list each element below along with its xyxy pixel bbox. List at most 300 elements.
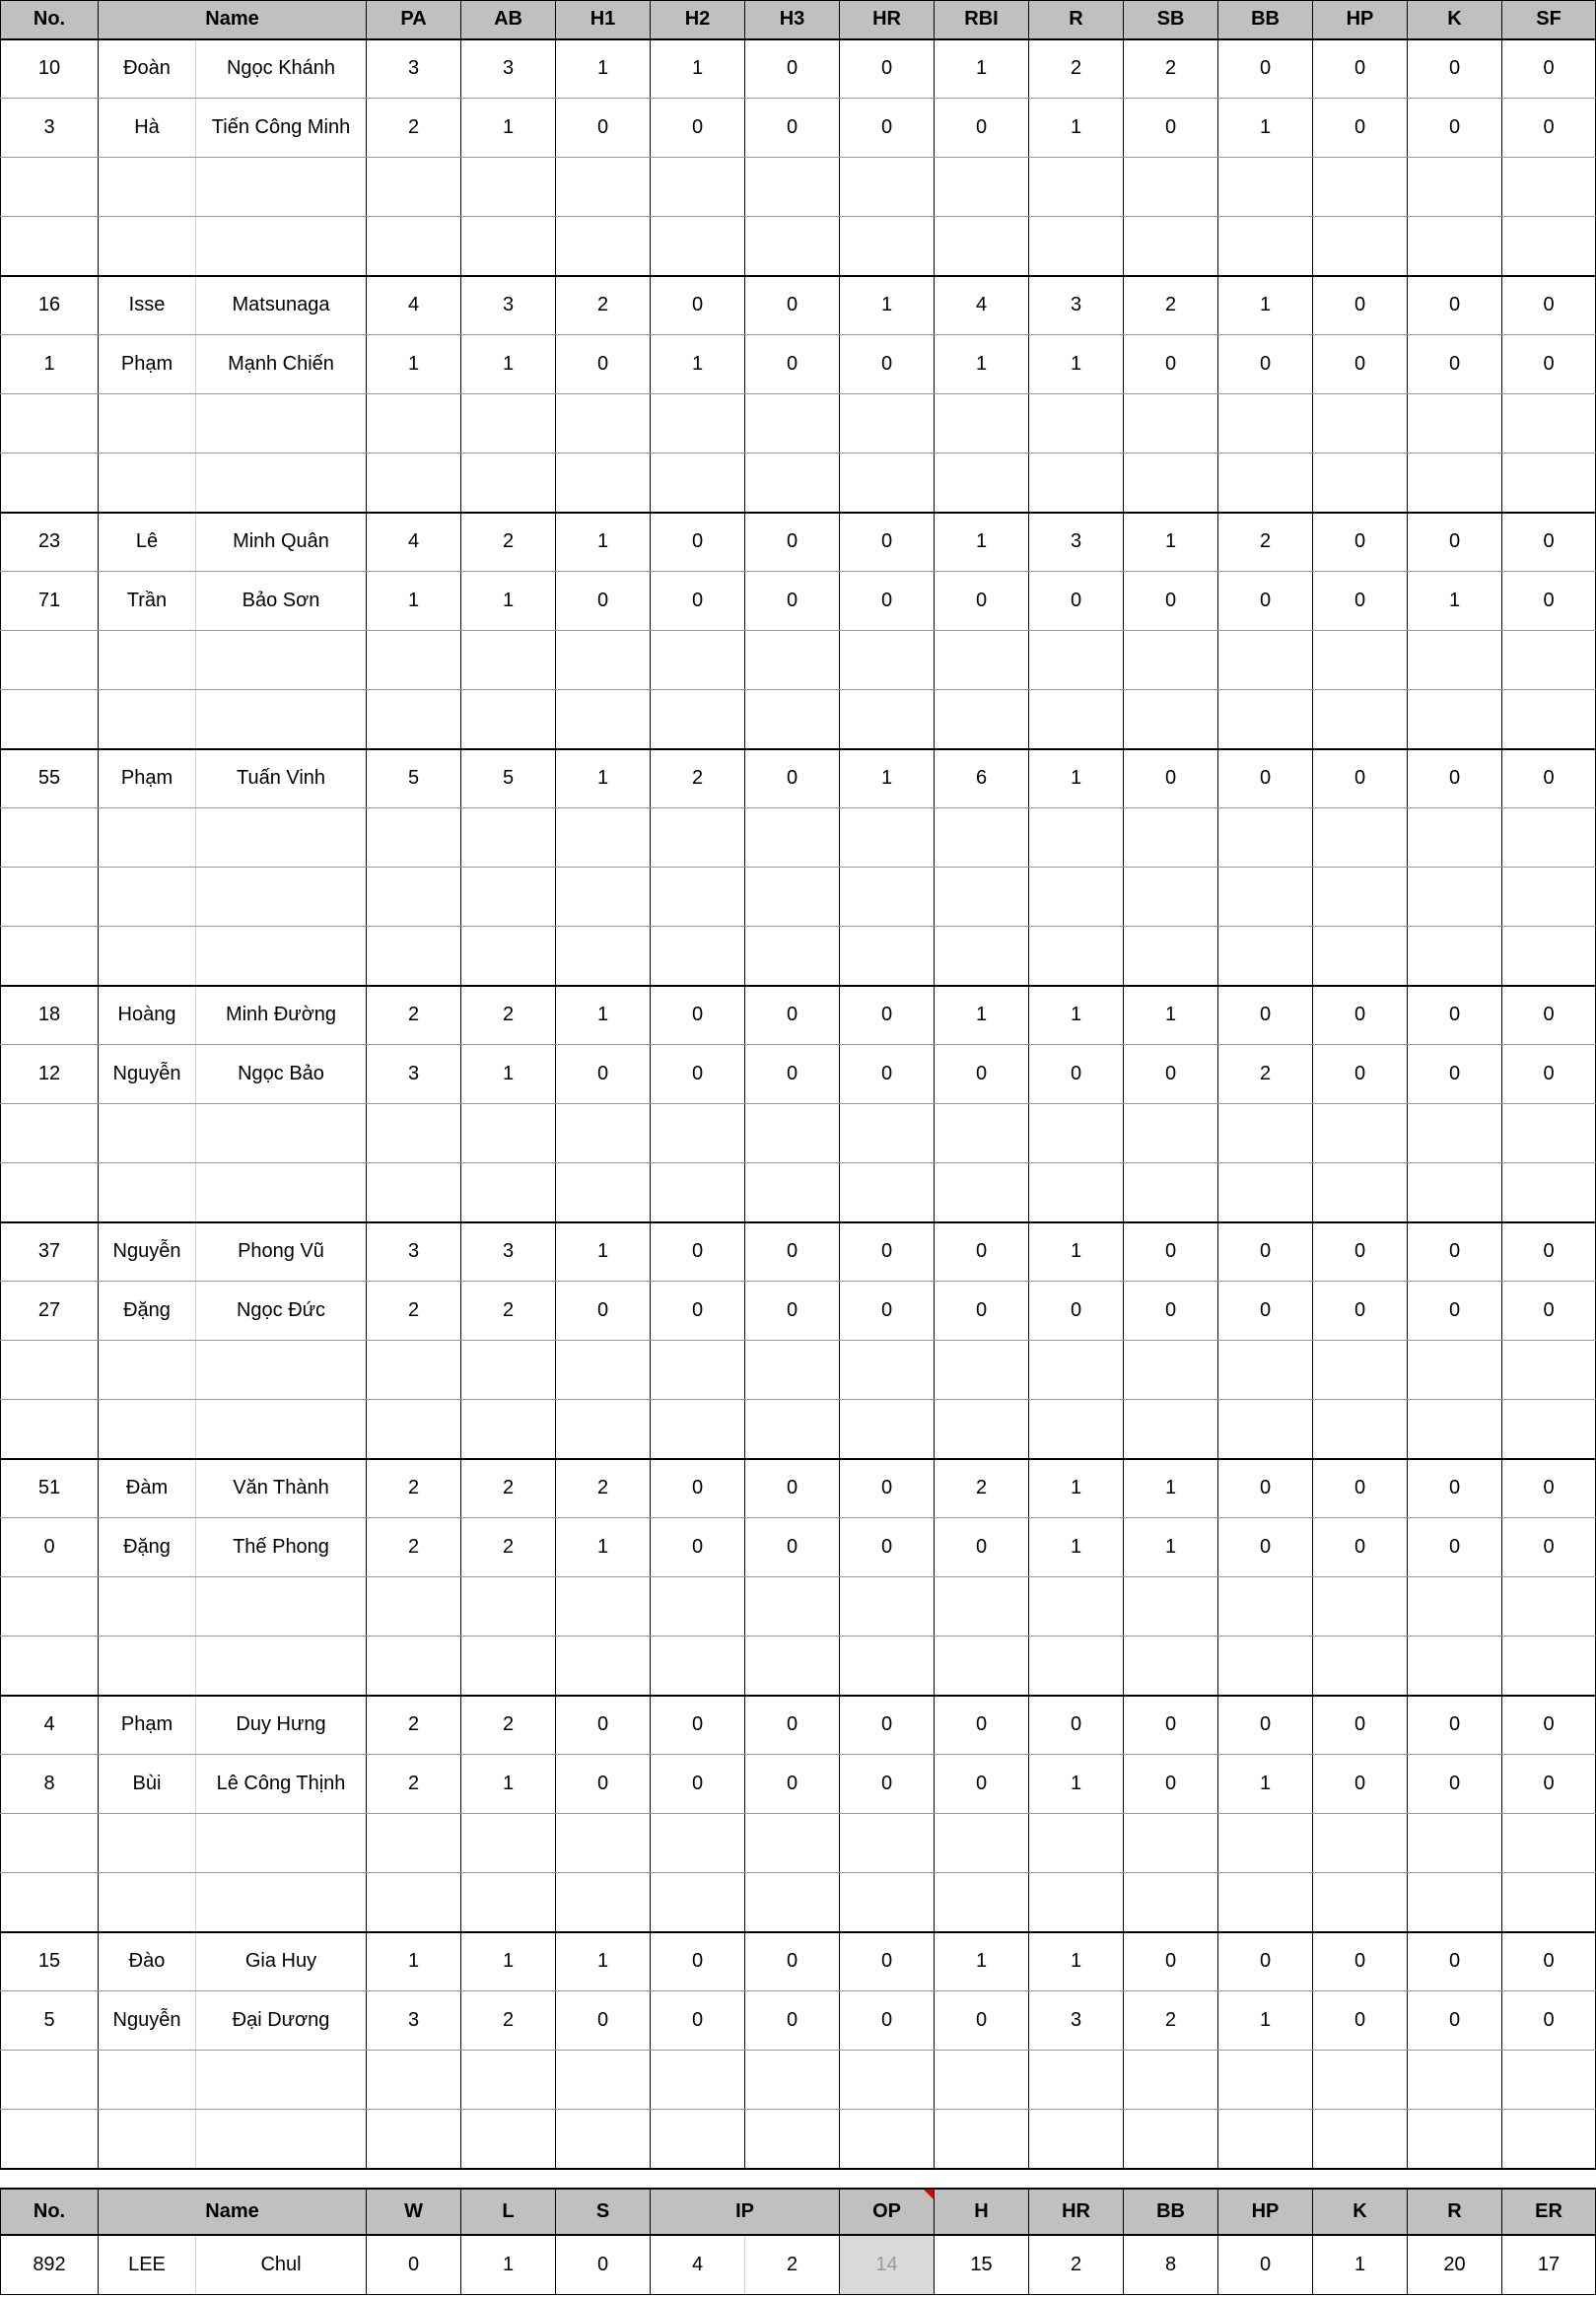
cell-sb[interactable] <box>1124 631 1218 690</box>
cell-first-name[interactable] <box>99 631 196 690</box>
cell-first-name[interactable]: LEE <box>99 2235 196 2294</box>
cell-k[interactable] <box>1408 394 1502 453</box>
cell-h3[interactable]: 0 <box>745 513 840 572</box>
cell-bb[interactable] <box>1218 927 1313 986</box>
header-h[interactable]: H <box>935 2189 1029 2235</box>
cell-sf[interactable]: 0 <box>1502 749 1596 808</box>
cell-hp[interactable] <box>1313 217 1408 276</box>
cell-k[interactable] <box>1408 690 1502 749</box>
header-er[interactable]: ER <box>1502 2189 1596 2235</box>
cell-last-name[interactable] <box>196 1341 367 1400</box>
cell-no[interactable]: 0 <box>1 1518 99 1577</box>
cell-k[interactable]: 0 <box>1408 99 1502 158</box>
cell-hr[interactable]: 0 <box>840 513 935 572</box>
cell-no[interactable]: 10 <box>1 39 99 99</box>
cell-sb[interactable] <box>1124 1104 1218 1163</box>
cell-bb[interactable]: 1 <box>1218 276 1313 335</box>
cell-hr[interactable] <box>840 2051 935 2110</box>
cell-h2[interactable]: 1 <box>651 335 745 394</box>
cell-h2[interactable]: 0 <box>651 1755 745 1814</box>
cell-h1[interactable]: 1 <box>556 986 651 1045</box>
cell-h2[interactable] <box>651 2051 745 2110</box>
cell-h2[interactable]: 0 <box>651 1932 745 1991</box>
cell-pa[interactable]: 1 <box>367 572 461 631</box>
cell-er[interactable]: 17 <box>1502 2235 1596 2294</box>
cell-last-name[interactable]: Đại Dương <box>196 1991 367 2051</box>
cell-sf[interactable] <box>1502 1577 1596 1636</box>
comment-indicator-icon[interactable] <box>924 2190 934 2199</box>
cell-hp[interactable] <box>1313 453 1408 513</box>
cell-pa[interactable] <box>367 808 461 868</box>
cell-bb[interactable] <box>1218 1577 1313 1636</box>
cell-first-name[interactable]: Phạm <box>99 1696 196 1755</box>
cell-h2[interactable] <box>651 1636 745 1696</box>
cell-h3[interactable] <box>745 394 840 453</box>
cell-first-name[interactable]: Đàm <box>99 1459 196 1518</box>
cell-hr[interactable]: 0 <box>840 1755 935 1814</box>
cell-h1[interactable]: 0 <box>556 1991 651 2051</box>
cell-h3[interactable]: 0 <box>745 1459 840 1518</box>
cell-r[interactable]: 1 <box>1029 749 1124 808</box>
cell-last-name[interactable]: Duy Hưng <box>196 1696 367 1755</box>
cell-hp[interactable]: 0 <box>1313 1518 1408 1577</box>
cell-bb[interactable]: 0 <box>1218 1282 1313 1341</box>
cell-k[interactable] <box>1408 1163 1502 1222</box>
cell-rbi[interactable]: 0 <box>935 1518 1029 1577</box>
cell-ab[interactable]: 2 <box>461 1459 556 1518</box>
cell-bb[interactable]: 0 <box>1218 39 1313 99</box>
cell-sf[interactable] <box>1502 1814 1596 1873</box>
cell-sf[interactable] <box>1502 1400 1596 1459</box>
cell-k[interactable]: 0 <box>1408 1696 1502 1755</box>
cell-k[interactable]: 0 <box>1408 335 1502 394</box>
cell-h1[interactable]: 1 <box>556 39 651 99</box>
cell-k[interactable] <box>1408 1341 1502 1400</box>
cell-rbi[interactable]: 0 <box>935 1222 1029 1282</box>
cell-hp[interactable] <box>1313 1577 1408 1636</box>
cell-h1[interactable] <box>556 927 651 986</box>
cell-h2[interactable]: 2 <box>651 749 745 808</box>
cell-sf[interactable]: 0 <box>1502 1222 1596 1282</box>
cell-rbi[interactable]: 0 <box>935 572 1029 631</box>
cell-s[interactable]: 0 <box>556 2235 651 2294</box>
cell-hr[interactable]: 0 <box>840 1696 935 1755</box>
cell-hp[interactable]: 0 <box>1313 1755 1408 1814</box>
header-hr[interactable]: HR <box>1029 2189 1124 2235</box>
cell-h1[interactable] <box>556 1163 651 1222</box>
cell-ab[interactable] <box>461 1873 556 1932</box>
cell-hp[interactable]: 0 <box>1218 2235 1313 2294</box>
cell-sb[interactable]: 1 <box>1124 1459 1218 1518</box>
cell-bb[interactable] <box>1218 1636 1313 1696</box>
cell-h2[interactable] <box>651 2110 745 2169</box>
cell-rbi[interactable]: 1 <box>935 335 1029 394</box>
cell-h1[interactable] <box>556 631 651 690</box>
cell-sb[interactable] <box>1124 2051 1218 2110</box>
cell-h1[interactable] <box>556 1814 651 1873</box>
cell-hp[interactable] <box>1313 927 1408 986</box>
cell-h1[interactable] <box>556 394 651 453</box>
cell-pa[interactable] <box>367 158 461 217</box>
cell-last-name[interactable]: Phong Vũ <box>196 1222 367 1282</box>
cell-h3[interactable] <box>745 1400 840 1459</box>
cell-hr[interactable] <box>840 394 935 453</box>
cell-no[interactable] <box>1 1577 99 1636</box>
cell-sb[interactable]: 2 <box>1124 1991 1218 2051</box>
cell-h2[interactable] <box>651 217 745 276</box>
cell-hp[interactable] <box>1313 2051 1408 2110</box>
cell-hp[interactable]: 0 <box>1313 276 1408 335</box>
cell-hr[interactable]: 0 <box>840 335 935 394</box>
header-hp[interactable]: HP <box>1313 1 1408 39</box>
cell-first-name[interactable] <box>99 1577 196 1636</box>
cell-h2[interactable]: 0 <box>651 1282 745 1341</box>
cell-r[interactable] <box>1029 453 1124 513</box>
cell-hp[interactable] <box>1313 1814 1408 1873</box>
cell-h1[interactable] <box>556 217 651 276</box>
cell-first-name[interactable]: Đào <box>99 1932 196 1991</box>
cell-k[interactable]: 0 <box>1408 1932 1502 1991</box>
cell-hr[interactable] <box>840 158 935 217</box>
cell-no[interactable]: 3 <box>1 99 99 158</box>
cell-r[interactable]: 0 <box>1029 1045 1124 1104</box>
cell-pa[interactable] <box>367 690 461 749</box>
cell-pa[interactable] <box>367 631 461 690</box>
cell-sb[interactable]: 1 <box>1124 513 1218 572</box>
cell-no[interactable]: 27 <box>1 1282 99 1341</box>
cell-no[interactable]: 23 <box>1 513 99 572</box>
cell-no[interactable] <box>1 1873 99 1932</box>
cell-pa[interactable]: 5 <box>367 749 461 808</box>
cell-sb[interactable]: 0 <box>1124 1045 1218 1104</box>
cell-r[interactable] <box>1029 1577 1124 1636</box>
cell-bb[interactable]: 2 <box>1218 513 1313 572</box>
cell-k[interactable] <box>1408 453 1502 513</box>
cell-bb[interactable] <box>1218 690 1313 749</box>
cell-last-name[interactable] <box>196 1104 367 1163</box>
cell-r[interactable]: 3 <box>1029 1991 1124 2051</box>
cell-k[interactable]: 0 <box>1408 513 1502 572</box>
cell-bb[interactable]: 2 <box>1218 1045 1313 1104</box>
cell-r[interactable] <box>1029 1341 1124 1400</box>
cell-k[interactable] <box>1408 217 1502 276</box>
cell-sb[interactable] <box>1124 808 1218 868</box>
cell-sf[interactable] <box>1502 2051 1596 2110</box>
cell-hp[interactable]: 0 <box>1313 1222 1408 1282</box>
cell-h2[interactable]: 0 <box>651 276 745 335</box>
cell-rbi[interactable] <box>935 1873 1029 1932</box>
cell-h3[interactable]: 0 <box>745 1932 840 1991</box>
cell-bb[interactable] <box>1218 1163 1313 1222</box>
cell-ab[interactable] <box>461 1341 556 1400</box>
cell-h2[interactable] <box>651 1104 745 1163</box>
cell-h2[interactable]: 0 <box>651 1459 745 1518</box>
cell-h3[interactable] <box>745 1104 840 1163</box>
cell-r[interactable]: 1 <box>1029 1459 1124 1518</box>
cell-sf[interactable]: 0 <box>1502 1696 1596 1755</box>
cell-bb[interactable] <box>1218 631 1313 690</box>
cell-h2[interactable]: 0 <box>651 986 745 1045</box>
cell-h1[interactable] <box>556 2110 651 2169</box>
cell-h[interactable]: 15 <box>935 2235 1029 2294</box>
cell-hp[interactable]: 0 <box>1313 1045 1408 1104</box>
cell-sb[interactable] <box>1124 158 1218 217</box>
cell-h3[interactable] <box>745 631 840 690</box>
cell-r[interactable] <box>1029 2110 1124 2169</box>
cell-last-name[interactable]: Tuấn Vinh <box>196 749 367 808</box>
cell-h3[interactable] <box>745 1636 840 1696</box>
cell-pa[interactable] <box>367 1636 461 1696</box>
cell-last-name[interactable] <box>196 158 367 217</box>
cell-no[interactable]: 892 <box>1 2235 99 2294</box>
cell-hr[interactable]: 0 <box>840 1282 935 1341</box>
cell-ab[interactable] <box>461 1577 556 1636</box>
cell-sb[interactable]: 0 <box>1124 1696 1218 1755</box>
cell-h1[interactable]: 0 <box>556 99 651 158</box>
cell-h3[interactable]: 0 <box>745 986 840 1045</box>
cell-sf[interactable] <box>1502 1163 1596 1222</box>
cell-rbi[interactable]: 1 <box>935 513 1029 572</box>
cell-k[interactable]: 1 <box>1408 572 1502 631</box>
cell-first-name[interactable] <box>99 2051 196 2110</box>
cell-bb[interactable]: 0 <box>1218 1459 1313 1518</box>
cell-no[interactable] <box>1 394 99 453</box>
cell-sf[interactable]: 0 <box>1502 1045 1596 1104</box>
cell-ab[interactable]: 2 <box>461 1518 556 1577</box>
cell-first-name[interactable]: Đặng <box>99 1282 196 1341</box>
cell-r[interactable] <box>1029 158 1124 217</box>
cell-h3[interactable] <box>745 1163 840 1222</box>
cell-sf[interactable] <box>1502 868 1596 927</box>
cell-r[interactable]: 1 <box>1029 986 1124 1045</box>
cell-h3[interactable]: 0 <box>745 335 840 394</box>
cell-rbi[interactable] <box>935 690 1029 749</box>
cell-hr[interactable]: 0 <box>840 1991 935 2051</box>
cell-hr[interactable] <box>840 1577 935 1636</box>
cell-rbi[interactable]: 4 <box>935 276 1029 335</box>
cell-last-name[interactable] <box>196 1814 367 1873</box>
cell-first-name[interactable] <box>99 1873 196 1932</box>
cell-h1[interactable]: 0 <box>556 1755 651 1814</box>
cell-op[interactable]: 14 <box>840 2235 935 2294</box>
cell-sb[interactable] <box>1124 1341 1218 1400</box>
cell-r[interactable] <box>1029 217 1124 276</box>
cell-last-name[interactable]: Minh Đường <box>196 986 367 1045</box>
cell-k[interactable] <box>1408 2051 1502 2110</box>
cell-h1[interactable] <box>556 868 651 927</box>
cell-first-name[interactable] <box>99 1163 196 1222</box>
cell-no[interactable]: 16 <box>1 276 99 335</box>
cell-sf[interactable] <box>1502 2110 1596 2169</box>
cell-hr[interactable] <box>840 631 935 690</box>
cell-first-name[interactable] <box>99 1400 196 1459</box>
cell-hp[interactable] <box>1313 868 1408 927</box>
header-r[interactable]: R <box>1029 1 1124 39</box>
cell-h2[interactable] <box>651 394 745 453</box>
cell-sf[interactable]: 0 <box>1502 513 1596 572</box>
cell-ab[interactable] <box>461 690 556 749</box>
cell-hp[interactable]: 0 <box>1313 572 1408 631</box>
cell-no[interactable] <box>1 868 99 927</box>
cell-last-name[interactable]: Thế Phong <box>196 1518 367 1577</box>
cell-first-name[interactable] <box>99 217 196 276</box>
header-k[interactable]: K <box>1313 2189 1408 2235</box>
cell-sb[interactable]: 0 <box>1124 1932 1218 1991</box>
cell-first-name[interactable] <box>99 1104 196 1163</box>
cell-h2[interactable]: 0 <box>651 99 745 158</box>
cell-h3[interactable]: 0 <box>745 572 840 631</box>
cell-hr[interactable]: 2 <box>1029 2235 1124 2294</box>
header-no[interactable]: No. <box>1 1 99 39</box>
cell-pa[interactable] <box>367 453 461 513</box>
header-pa[interactable]: PA <box>367 1 461 39</box>
cell-bb[interactable]: 0 <box>1218 572 1313 631</box>
cell-hp[interactable]: 0 <box>1313 1459 1408 1518</box>
cell-h2[interactable] <box>651 927 745 986</box>
cell-h1[interactable]: 1 <box>556 1222 651 1282</box>
cell-h2[interactable] <box>651 1341 745 1400</box>
cell-ab[interactable] <box>461 2110 556 2169</box>
cell-h2[interactable]: 0 <box>651 572 745 631</box>
cell-pa[interactable]: 2 <box>367 99 461 158</box>
cell-r[interactable] <box>1029 868 1124 927</box>
cell-hp[interactable] <box>1313 690 1408 749</box>
cell-first-name[interactable] <box>99 808 196 868</box>
cell-no[interactable] <box>1 690 99 749</box>
cell-pa[interactable]: 2 <box>367 1755 461 1814</box>
cell-h2[interactable]: 0 <box>651 513 745 572</box>
header-name[interactable]: Name <box>99 2189 367 2235</box>
cell-no[interactable] <box>1 158 99 217</box>
cell-r[interactable]: 1 <box>1029 1932 1124 1991</box>
cell-k[interactable] <box>1408 1104 1502 1163</box>
cell-hp[interactable]: 0 <box>1313 99 1408 158</box>
cell-rbi[interactable]: 1 <box>935 1932 1029 1991</box>
cell-h1[interactable] <box>556 1577 651 1636</box>
cell-sf[interactable] <box>1502 394 1596 453</box>
cell-sf[interactable] <box>1502 631 1596 690</box>
cell-first-name[interactable] <box>99 1636 196 1696</box>
cell-ab[interactable]: 1 <box>461 1932 556 1991</box>
cell-rbi[interactable] <box>935 808 1029 868</box>
cell-last-name[interactable]: Ngọc Bảo <box>196 1045 367 1104</box>
cell-sb[interactable] <box>1124 1814 1218 1873</box>
cell-no[interactable]: 5 <box>1 1991 99 2051</box>
cell-ab[interactable]: 2 <box>461 1991 556 2051</box>
cell-sb[interactable]: 2 <box>1124 39 1218 99</box>
cell-ab[interactable] <box>461 631 556 690</box>
header-h2[interactable]: H2 <box>651 1 745 39</box>
cell-ab[interactable] <box>461 1814 556 1873</box>
cell-no[interactable] <box>1 808 99 868</box>
cell-first-name[interactable] <box>99 868 196 927</box>
cell-sb[interactable]: 0 <box>1124 749 1218 808</box>
cell-first-name[interactable] <box>99 1814 196 1873</box>
cell-hp[interactable] <box>1313 1341 1408 1400</box>
cell-sb[interactable]: 0 <box>1124 99 1218 158</box>
cell-hr[interactable] <box>840 927 935 986</box>
cell-h1[interactable]: 0 <box>556 1045 651 1104</box>
cell-last-name[interactable] <box>196 394 367 453</box>
cell-no[interactable]: 55 <box>1 749 99 808</box>
header-sf[interactable]: SF <box>1502 1 1596 39</box>
cell-hr[interactable] <box>840 1400 935 1459</box>
cell-h2[interactable]: 1 <box>651 39 745 99</box>
cell-pa[interactable]: 3 <box>367 1045 461 1104</box>
cell-ab[interactable]: 1 <box>461 99 556 158</box>
cell-pa[interactable] <box>367 1400 461 1459</box>
cell-hp[interactable] <box>1313 1873 1408 1932</box>
cell-sf[interactable]: 0 <box>1502 1932 1596 1991</box>
cell-hr[interactable] <box>840 1814 935 1873</box>
cell-w[interactable]: 0 <box>367 2235 461 2294</box>
cell-h3[interactable]: 0 <box>745 1696 840 1755</box>
cell-hr[interactable] <box>840 2110 935 2169</box>
cell-h3[interactable] <box>745 158 840 217</box>
cell-last-name[interactable] <box>196 2051 367 2110</box>
cell-bb[interactable] <box>1218 1814 1313 1873</box>
cell-hp[interactable]: 0 <box>1313 1991 1408 2051</box>
cell-rbi[interactable]: 0 <box>935 1991 1029 2051</box>
cell-h2[interactable] <box>651 868 745 927</box>
cell-k[interactable] <box>1408 1577 1502 1636</box>
cell-first-name[interactable]: Hoàng <box>99 986 196 1045</box>
cell-ab[interactable]: 5 <box>461 749 556 808</box>
cell-ab[interactable]: 1 <box>461 335 556 394</box>
cell-pa[interactable] <box>367 2051 461 2110</box>
cell-hr[interactable]: 0 <box>840 1045 935 1104</box>
cell-h1[interactable]: 0 <box>556 1282 651 1341</box>
cell-hp[interactable] <box>1313 1400 1408 1459</box>
cell-r[interactable]: 1 <box>1029 1755 1124 1814</box>
cell-hp[interactable] <box>1313 1104 1408 1163</box>
cell-sf[interactable]: 0 <box>1502 335 1596 394</box>
cell-last-name[interactable] <box>196 690 367 749</box>
cell-no[interactable] <box>1 217 99 276</box>
cell-hr[interactable]: 0 <box>840 1932 935 1991</box>
header-w[interactable]: W <box>367 2189 461 2235</box>
cell-no[interactable]: 71 <box>1 572 99 631</box>
cell-h3[interactable] <box>745 217 840 276</box>
cell-ab[interactable]: 2 <box>461 986 556 1045</box>
cell-pa[interactable] <box>367 1163 461 1222</box>
cell-pa[interactable]: 1 <box>367 1932 461 1991</box>
cell-hr[interactable] <box>840 690 935 749</box>
cell-hp[interactable] <box>1313 631 1408 690</box>
cell-sf[interactable]: 0 <box>1502 39 1596 99</box>
header-sb[interactable]: SB <box>1124 1 1218 39</box>
cell-r[interactable] <box>1029 1873 1124 1932</box>
cell-h2[interactable]: 0 <box>651 1696 745 1755</box>
cell-h3[interactable] <box>745 927 840 986</box>
cell-bb[interactable] <box>1218 2110 1313 2169</box>
cell-first-name[interactable] <box>99 1341 196 1400</box>
cell-sb[interactable]: 0 <box>1124 572 1218 631</box>
cell-ab[interactable] <box>461 868 556 927</box>
cell-h3[interactable]: 0 <box>745 99 840 158</box>
cell-r[interactable]: 0 <box>1029 572 1124 631</box>
cell-sf[interactable] <box>1502 808 1596 868</box>
cell-h1[interactable] <box>556 1873 651 1932</box>
cell-first-name[interactable] <box>99 690 196 749</box>
cell-bb[interactable] <box>1218 1104 1313 1163</box>
cell-r[interactable] <box>1029 1163 1124 1222</box>
cell-rbi[interactable] <box>935 2051 1029 2110</box>
cell-hr[interactable]: 1 <box>840 276 935 335</box>
cell-hr[interactable] <box>840 1104 935 1163</box>
cell-sb[interactable] <box>1124 2110 1218 2169</box>
cell-r[interactable] <box>1029 808 1124 868</box>
